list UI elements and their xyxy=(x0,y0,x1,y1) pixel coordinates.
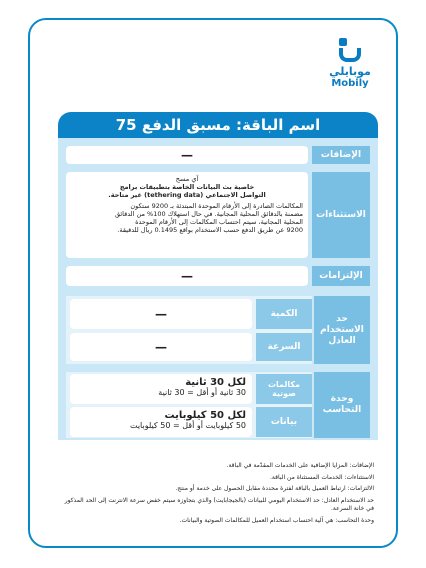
quantity-label: الكمية xyxy=(256,299,312,329)
data-sub: 50 كيلوبايت أو أقل = 50 كيلوبايت xyxy=(129,421,246,430)
voice-sub: 30 ثانية أو أقل = 30 ثانية xyxy=(158,388,246,397)
data-main: لكل 50 كيلوبايت xyxy=(164,410,246,421)
mobily-logo-icon xyxy=(337,38,363,64)
billing-unit-row xyxy=(66,372,370,438)
exceptions-line: آي مسج xyxy=(175,175,199,183)
footnote: وحدة التحاسب: هي آلية احتساب استخدام العميل للمكالمات الصوتية والبيانات. xyxy=(179,516,374,524)
exceptions-line: المحلية المجانية، سيتم احتساب المكالمات إلى الأرقام الموحدة xyxy=(135,218,303,226)
commitments-row xyxy=(66,266,370,286)
fair-use-label: حد الاستخدام العادل xyxy=(314,296,370,364)
speed-label: السرعة xyxy=(256,333,312,361)
addons-row xyxy=(66,146,370,164)
logo-english: Mobily xyxy=(331,78,369,89)
addons-label: الإضافات xyxy=(312,146,370,164)
billing-unit-label: وحدة التحاسب xyxy=(314,372,370,438)
footnote: حد الاستخدام العادل: حد الاستخدام اليومي للبيانات (بالجيجابايت) والذي بتجاوزه سيتم خفض سرعة الانترنت إلى الحد المذكور في خانة السرعة. xyxy=(64,496,374,512)
addons-value: — xyxy=(66,146,308,164)
exceptions-line: 9200 عن طريق الدفع حسب الاستخدام بواقع 0.1495 ريال للدقيقة. xyxy=(117,226,303,234)
exceptions-label: الاستثناءات xyxy=(312,172,370,258)
data-value xyxy=(70,407,252,437)
footnote: الاستثناءات: الخدمات المستثناة من الباقة. xyxy=(270,473,374,481)
commitments-value: — xyxy=(66,266,308,286)
fair-use-group xyxy=(66,296,312,364)
speed-value: — xyxy=(70,333,252,361)
quantity-value: — xyxy=(70,299,252,329)
exceptions-line: خاصية بث البيانات الخاصة بتطبيقات برامج xyxy=(119,183,255,191)
voice-label: مكالمات صوتية xyxy=(256,374,312,404)
exceptions-line: التواصل الاجتماعي (tethering data) غير متاحة. xyxy=(108,191,266,199)
logo-arabic: موبايلي xyxy=(329,65,371,78)
package-title: اسم الباقة: مسبق الدفع 75 xyxy=(58,112,378,138)
mobily-logo xyxy=(320,38,380,89)
fair-use-row xyxy=(66,296,370,364)
footnote: الالتزامات: ارتباط العميل بالباقة لفترة محددة مقابل الحصول على خدمة أو منتج. xyxy=(175,485,374,492)
voice-value xyxy=(70,374,252,404)
footnotes xyxy=(60,462,374,528)
data-label: بيانات xyxy=(256,407,312,437)
exceptions-row xyxy=(66,172,370,258)
billing-unit-group xyxy=(66,372,312,438)
voice-main: لكل 30 ثانية xyxy=(185,377,246,388)
commitments-label: الإلتزامات xyxy=(312,266,370,286)
exceptions-line: مضمنة بالدقائق المحلية المجانية. في حال استهلاك 100% من الدقائق xyxy=(114,210,303,218)
exceptions-line: المكالمات الصادرة إلى الأرقام الموحدة المبتدئة بـ 9200 ستكون xyxy=(130,202,303,210)
exceptions-value xyxy=(66,172,308,258)
footnote: الإضافات: المزايا الإضافية على الخدمات المقدّمة في الباقة. xyxy=(226,462,374,469)
